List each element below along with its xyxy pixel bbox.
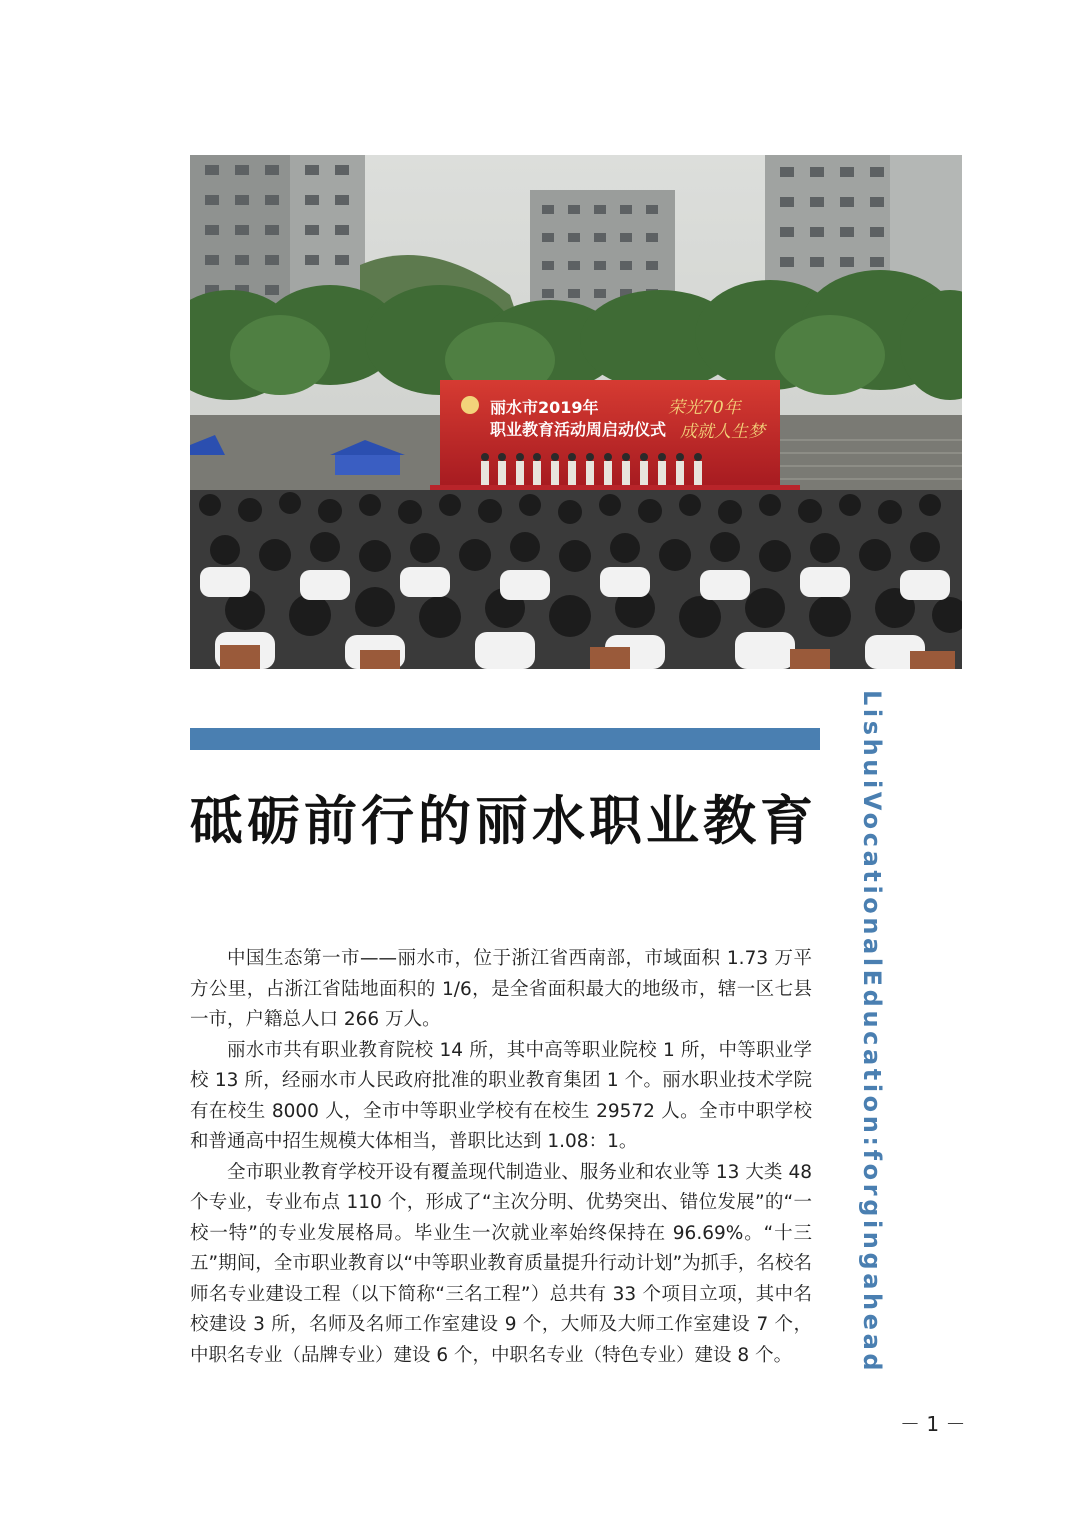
accent-bar — [190, 728, 820, 750]
paragraph-3: 全市职业教育学校开设有覆盖现代制造业、服务业和农业等 13 大类 48 个专业，专业布点 110 个，形成了“主次分明、优势突出、错位发展”的“一校一特”的专业发展格局。毕业生一次就业率始终保持在 96.69%。“十三五”期间，全市职业教育以“中等职业教育质量提升行动计划”为抓手，名校名师名专业建设工程（以下简称“三名工程”）总共有 33 个项目立项，其中名校建设 3 所，名师及名师工作室建设 9 个，大师及大师工作室建设 7 个，中职名专业（品牌专业）建设 6 个，中职名专业（特色专业）建设 8 个。 — [190, 1161, 812, 1366]
paragraph-2: 丽水市共有职业教育院校 14 所，其中高等职业院校 1 所，中等职业学校 13 所，经丽水市人民政府批准的职业教育集团 1 个。丽水职业技术学院有在校生 8000 人，全市中等职业学校有在校生 29572 人。全市中职学校和普通高中招生规模大体相当，普职比达到 1.08：1。 — [190, 1039, 812, 1152]
article-title: 砥砺前行的丽水职业教育 — [190, 791, 817, 852]
banner-line2: 职业教育活动周启动仪式 — [490, 420, 667, 439]
event-photo-illustration — [190, 155, 962, 669]
page-number: － 1 － — [900, 1412, 966, 1436]
event-photo — [190, 155, 962, 669]
banner-slogan2: 成就人生梦 — [680, 422, 765, 442]
banner-logo-icon — [461, 396, 479, 414]
paragraph-1: 中国生态第一市——丽水市，位于浙江省西南部，市域面积 1.73 万平方公里，占浙江省陆地面积的 1/6，是全省面积最大的地级市，辖一区七县一市，户籍总人口 266 万人。 — [190, 948, 812, 1030]
banner-line1: 丽水市2019年 — [490, 398, 599, 417]
vertical-side-title: LishuiVocationalEducation:forgingahead — [858, 690, 886, 1375]
banner-slogan1: 荣光70年 — [668, 398, 741, 418]
article-body — [190, 944, 812, 1371]
